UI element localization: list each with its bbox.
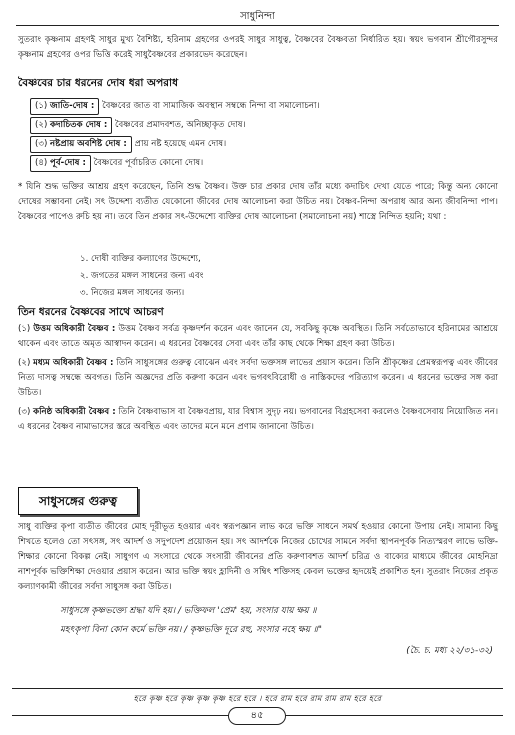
fault-list [30,97,430,173]
sadhusanga-paragraph: সাধু ব্যক্তির কৃপা ব্যতীত জীবের মোহ দূরীভূত হওয়ার এবং স্বরূপজ্ঞান লাভ করে ভক্তি সাধনে সমর্থ হওয়ার কোনো উপায় নেই। সামান্য কিছু শিখতে হলেও তো সৎসঙ্গ, সৎ আদর্শ ও সদুপদেশ প্রয়োজন হয়। সৎ আদর্শকে নিজের চোখের সামনে সর্বদা স্থাপনপূর্বক নিত্যস্মরণ লাভে ভক্তি-শিক্ষার কোনো বিকল্প নেই। সাধুগণ এ সংসারে থেকে সংসারী জীবনের প্রতি করুণাবশত আদর্শ চরিত্র ও বাক্যের মাধ্যমে জীবের মোহনিদ্রা নাশপূর্বক ভক্তিশিক্ষা দেওয়ার প্রয়াস করেন। আর ভক্তি স্বয়ং হ্লাদিনী ও সম্বিৎ শক্তিসহ কেবল ভক্তের হৃদয়েই প্রকাশিত হন। সুতরাং নিজের প্রকৃত কল্যাণকামী জীবের সর্বদা সাধুসঙ্গ করা উচিত। [18,522,498,592]
list-item: (২) কদাচিতক দোষ : বৈষ্ণবের প্রমাদবশত, অনিচ্ছাকৃত দোষ। [30,116,430,135]
list-item: (১) উত্তম অধিকারী বৈষ্ণব : উত্তম বৈষ্ণব সর্বত্র কৃষ্ণদর্শন করেন এবং জানেন যে, সবকিছু কৃষ্ণে অবস্থিত। তিনি সর্বতোভাবে হরিনামের আশ্রয়ে থাকেন এবং তাতে অমৃত আস্বাদন করেন। এ ধরনের বৈষ্ণবের সেবা এবং তাঁর কাছ থেকে শিক্ষা গ্রহণ করা উচিত। [18,324,499,349]
list-item: (১) জাতি-দোষ : বৈষ্ণবের জাত বা সামাজিক অবস্থান সম্বন্ধে নিন্দা বা সমালোচনা। [30,97,430,116]
fault-label-box: (২) কদাচিতক দোষ : [30,117,112,134]
fault-label-box: (১) জাতি-দোষ : [30,98,99,115]
list-item: ২. জগতের মঙ্গল সাধনের জন্য এবং [80,271,204,281]
section-heading-conduct: তিন ধরনের বৈষ্ণবের সাথে আচরণ [18,306,164,318]
fault-label-box: (৩) নষ্টপ্রায় অবশিষ্ট দোষ : [30,136,132,153]
footer-rule [12,688,503,689]
section-heading-faults: বৈষ্ণবের চার ধরনের দোষ ধরা অপরাধ [18,77,178,89]
list-item: ৩. নিজের মঙ্গল সাধনের জন্য। [80,288,185,298]
footnote-paragraph: * যিনি শুদ্ধ ভক্তির আশ্রয় গ্রহণ করেছেন, তিনি শুদ্ধ বৈষ্ণব। উক্ত চার প্রকার দোষ তাঁর মধ্যে কদাচিৎ দেখা যেতে পারে; কিন্তু অন্য কোনো দোষের সম্ভাবনা নেই। সৎ উদ্দেশ্য ব্যতীত যেকোনো জীবের দোষ আলোচনা করা উচিত নয়। বৈষ্ণব-নিন্দা অপরাধ আর অন্য জীবনিন্দা পাপ। বৈষ্ণবের পাপেও রুচি হয় না। তবে তিন প্রকার সৎ-উদ্দেশ্যে ব্যক্তির দোষ আলোচনা (সমালোচনা নয়) শাস্ত্রে নিন্দিত হয়নি; যথা : [18,182,498,222]
verse-line: সাধুসঙ্গে কৃষ্ণভক্ত্যে শ্রদ্ধা যদি হয়। / ভক্তিফল 'প্রেম' হয়, সংসার যায় ক্ষয় ॥ [60,606,317,616]
verse-reference: (চৈ. চ. মধ্য ২২/৩১-৩২) [406,646,493,656]
purpose-list [80,251,480,302]
intro-paragraph: সুতরাং কৃষ্ণনাম গ্রহণই সাধুর মুখ্য বৈশিষ্ট্য, হরিনাম গ্রহণের ওপরই সাধুর সাধুত্ব, বৈষ্ণবের বৈষ্ণবতা নির্ধারিত হয়। স্বয়ং ভগবান শ্রীগৌরসুন্দর কৃষ্ণনাম গ্রহণের ওপর ভিত্তি করেই সাধুবৈষ্ণবের প্রকারভেদ করেছেন। [18,35,499,60]
list-item: (২) মধ্যম অধিকারী বৈষ্ণব : তিনি সাধুসঙ্গের গুরুত্ব বোঝেন এবং সর্বদা ভক্তসঙ্গ লাভের প্রয়াস করেন। তিনি শ্রীকৃষ্ণের প্রেমস্বরূপত্ব এবং জীবের নিত্য দাসত্ব সম্বন্ধে অবগত। তিনি অজ্ঞদের প্রতি করুণা করেন এবং ভগবৎবিরোধী ও নাস্তিকদের পরিত্যাগ করেন। এ ধরনের ভক্তের সঙ্গ করা উচিত। [18,358,498,398]
conduct-list [18,322,498,435]
header-rule [16,25,499,26]
page-number: ৪৫ [228,707,286,725]
section-heading-sadhusanga: সাধুসঙ্গের গুরুত্ব [18,487,138,515]
list-item: ১. দোষী ব্যক্তির কল্যাণের উদ্দেশ্যে, [80,254,201,264]
footer-mantra: হরে কৃষ্ণ হরে কৃষ্ণ কৃষ্ণ কৃষ্ণ হরে হরে । হরে রাম হরে রাম রাম রাম হরে হরে [133,694,382,703]
verse-line: মহৎকৃপা বিনা কোন কর্মে ভক্তি নয়। / কৃষ্ণভক্তি দূরে রহু, সংসার নহে ক্ষয় ॥" [60,625,322,635]
fault-label-box: (৪) পূর্ব-দোষ : [30,155,91,172]
list-item: (৩) নষ্টপ্রায় অবশিষ্ট দোষ : প্রায় নষ্ট হয়েছে এমন দোষ। [30,135,430,154]
list-item: (৩) কনিষ্ঠ অধিকারী বৈষ্ণব : তিনি বৈষ্ণবাভাস বা বৈষ্ণবপ্রায়, যার বিশ্বাস সুদৃঢ় নয়। ভগবানের বিগ্রহসেবা করলেও বৈষ্ণবসেবায় নিয়োজিত নন। এ ধরনের বৈষ্ণব নামাভাসের স্তরে অবস্থিত এবং তাদের মনে মনে প্রণাম জানানো উচিত। [18,407,499,432]
list-item: (৪) পূর্ব-দোষ : বৈষ্ণবের পূর্বাচরিত কোনো দোষ। [30,154,430,173]
running-title: সাধুনিন্দা [240,11,275,22]
